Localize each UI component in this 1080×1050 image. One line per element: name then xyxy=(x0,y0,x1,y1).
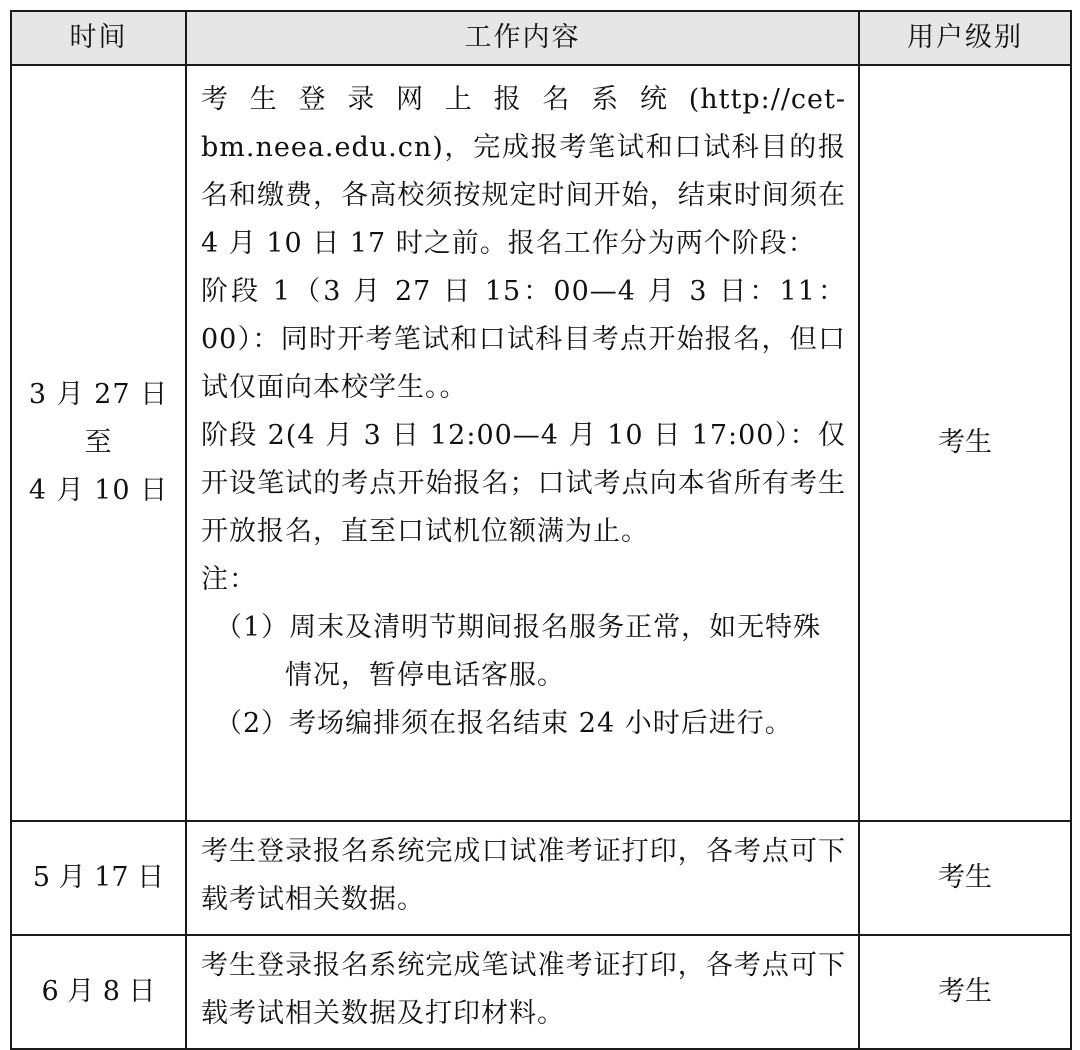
content-cell xyxy=(186,821,859,935)
content-text: 考生登录报名系统完成口试准考证打印，各考点可下载考试相关数据。 xyxy=(201,836,846,915)
header-time: 时间 xyxy=(11,11,186,65)
time-cell: 5 月 17 日 xyxy=(11,821,186,935)
time-cell: 6 月 8 日 xyxy=(11,935,186,1049)
time-separator: 至 xyxy=(84,427,113,458)
time-cell xyxy=(11,65,186,821)
content-text: 考生登录报名系统完成笔试准考证打印，各考点可下载考试相关数据及打印材料。 xyxy=(201,950,846,1029)
header-content: 工作内容 xyxy=(186,11,859,65)
content-stage-1: 阶段 1（3 月 27 日 15：00—4 月 3 日：11：00）：同时开考笔试和口试科目考点开始报名，但口试仅面向本校学生。。 xyxy=(201,276,846,403)
user-level-cell: 考生 xyxy=(859,65,1071,821)
user-level-cell: 考生 xyxy=(859,821,1071,935)
table-row xyxy=(11,65,1071,821)
time-end: 4 月 10 日 xyxy=(28,475,169,506)
user-level-cell: 考生 xyxy=(859,935,1071,1049)
table-row xyxy=(11,821,1071,935)
schedule-table xyxy=(10,10,1072,1050)
table-row xyxy=(11,935,1071,1049)
table-header-row xyxy=(11,11,1071,65)
content-cell xyxy=(186,935,859,1049)
content-note-2: （2）考场编排须在报名结束 24 小时后进行。 xyxy=(215,708,793,739)
time-start: 3 月 27 日 xyxy=(28,379,169,410)
content-note-label: 注： xyxy=(201,564,257,595)
content-cell xyxy=(186,65,859,821)
content-note-1: （1）周末及清明节期间报名服务正常，如无特殊情况，暂停电话客服。 xyxy=(215,612,822,691)
content-intro: 考生登录网上报名系统(http://cet-bm.neea.edu.cn)，完成报考笔试和口试科目的报名和缴费，各高校须按规定时间开始，结束时间须在 4 月 10 日 17 时之前。报名工作分为两个阶段： xyxy=(201,84,846,259)
content-stage-2: 阶段 2(4 月 3 日 12:00—4 月 10 日 17:00）：仅开设笔试的考点开始报名；口试考点向本省所有考生开放报名，直至口试机位额满为止。 xyxy=(201,420,846,547)
header-user-level: 用户级别 xyxy=(859,11,1071,65)
